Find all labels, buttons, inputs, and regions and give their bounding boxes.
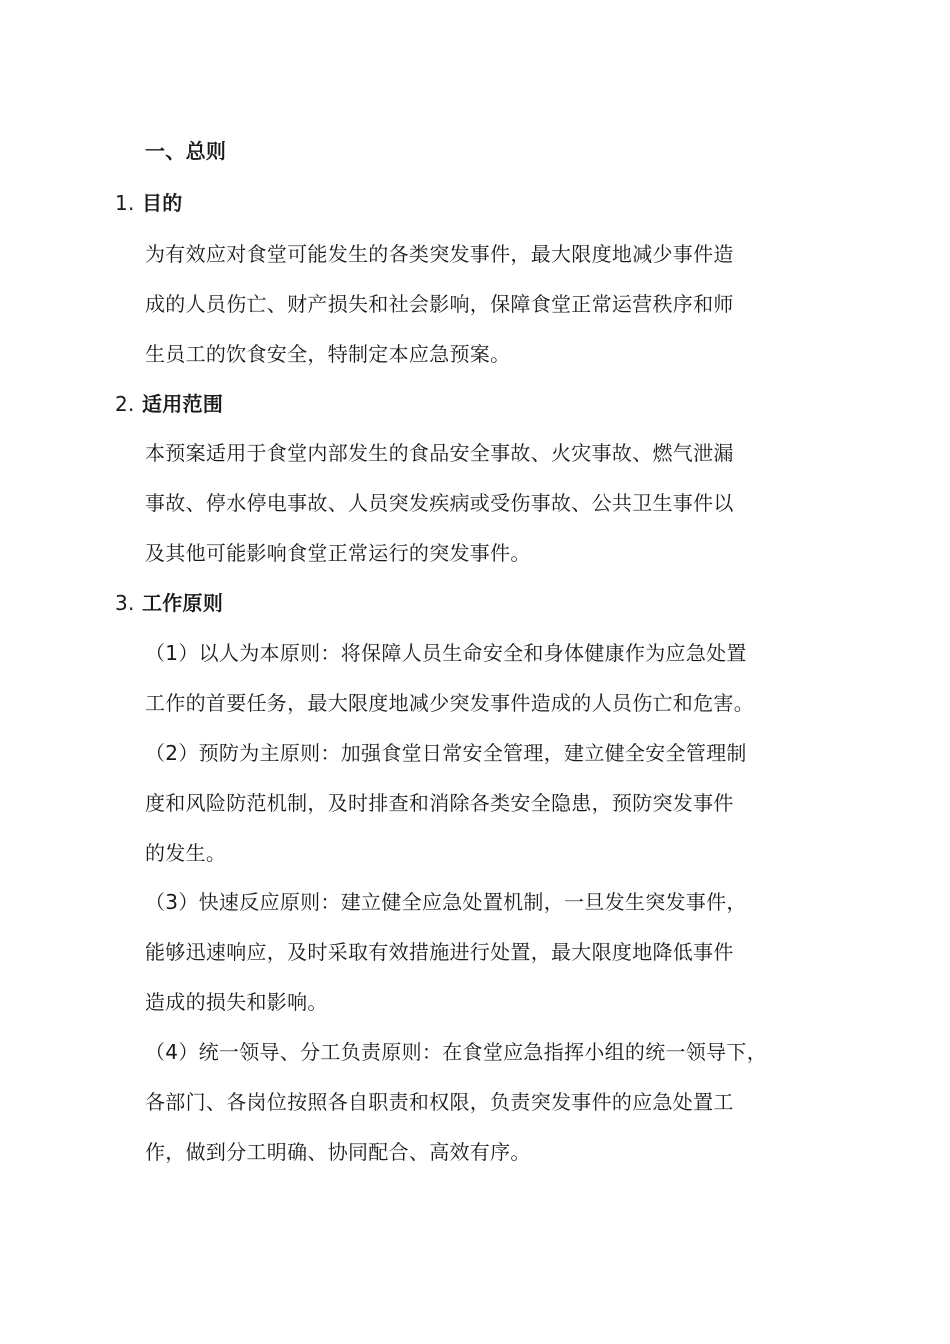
paragraph-line: （4）统一领导、分工负责原则：在食堂应急指挥小组的统一领导下， xyxy=(145,1040,768,1064)
paragraph-line: （2）预防为主原则：加强食堂日常安全管理，建立健全安全管理制 xyxy=(145,741,747,765)
paragraph-line: 造成的损失和影响。 xyxy=(145,990,328,1014)
paragraph-line: 生员工的饮食安全，特制定本应急预案。 xyxy=(145,342,511,366)
paragraph-line: 事故、停水停电事故、人员突发疾病或受伤事故、公共卫生事件以 xyxy=(145,491,734,515)
paragraph-line: 工作的首要任务，最大限度地减少突发事件造成的人员伤亡和危害。 xyxy=(145,691,754,715)
subsection-title: 目的 xyxy=(141,191,183,215)
subsection-number: 2. xyxy=(115,392,135,416)
subsection-heading-2 xyxy=(115,389,223,419)
paragraph-line: 各部门、各岗位按照各自职责和权限，负责突发事件的应急处置工 xyxy=(145,1090,734,1114)
subsection-heading-3 xyxy=(115,588,223,618)
paragraph-line: 度和风险防范机制，及时排查和消除各类安全隐患，预防突发事件 xyxy=(145,791,734,815)
subsection-title: 工作原则 xyxy=(141,591,224,615)
paragraph-line: （3）快速反应原则：建立健全应急处置机制，一旦发生突发事件， xyxy=(145,890,747,914)
section-title: 一、总则 xyxy=(145,139,227,163)
paragraph-line: 为有效应对食堂可能发生的各类突发事件，最大限度地减少事件造 xyxy=(145,242,734,266)
paragraph-line: 能够迅速响应，及时采取有效措施进行处置，最大限度地降低事件 xyxy=(145,940,734,964)
paragraph-line: 本预案适用于食堂内部发生的食品安全事故、火灾事故、燃气泄漏 xyxy=(145,441,734,465)
paragraph-line: 成的人员伤亡、财产损失和社会影响，保障食堂正常运营秩序和师 xyxy=(145,292,734,316)
paragraph-line: 的发生。 xyxy=(145,841,227,865)
subsection-heading-1 xyxy=(115,188,183,218)
paragraph-line: （1）以人为本原则：将保障人员生命安全和身体健康作为应急处置 xyxy=(145,641,747,665)
paragraph-line: 作，做到分工明确、协同配合、高效有序。 xyxy=(145,1140,531,1164)
subsection-number: 1. xyxy=(115,191,135,215)
paragraph-line: 及其他可能影响食堂正常运行的突发事件。 xyxy=(145,541,531,565)
subsection-number: 3. xyxy=(115,591,135,615)
subsection-title: 适用范围 xyxy=(141,392,224,416)
